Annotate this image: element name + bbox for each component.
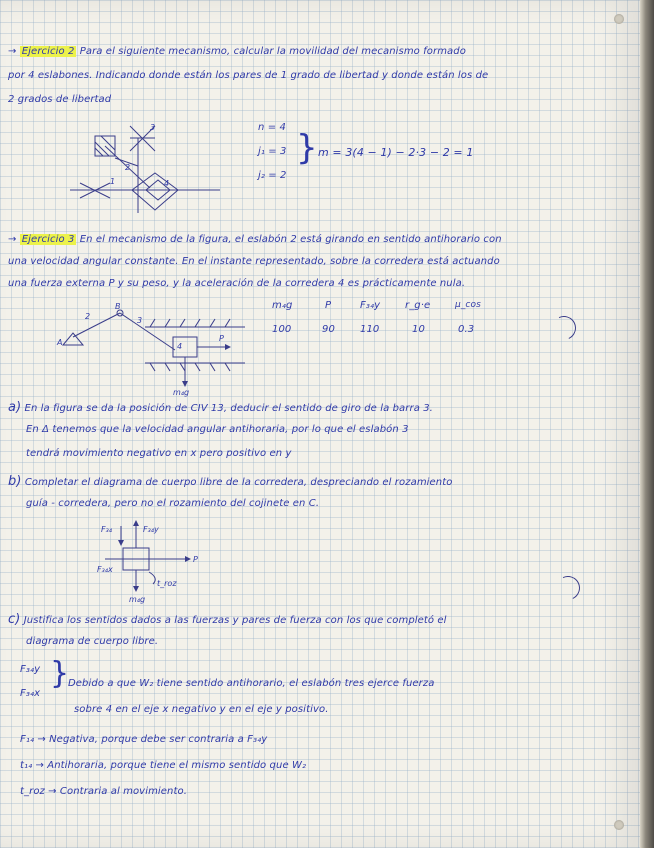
answer-line-5: t_roz → Contraria al movimiento. bbox=[20, 786, 187, 797]
part-c-letter: c) bbox=[8, 612, 21, 627]
label-f34x: F₃₄x bbox=[20, 688, 41, 699]
fig2-label-3: 3 bbox=[137, 316, 143, 325]
part-a-line-3: tendrá movimiento negativo en x pero positivo en y bbox=[26, 448, 292, 459]
table-header-f34y: F₃₄y bbox=[360, 300, 381, 311]
mechanism-sketch-2 bbox=[55, 302, 255, 397]
fig2-label-A: A bbox=[57, 338, 63, 347]
exercise-2-tag: Ejercicio 2 bbox=[21, 46, 75, 57]
eq-mobility: m = 3(4 − 1) − 2·3 − 2 = 1 bbox=[318, 146, 474, 159]
answer-line-1: Debido a que W₂ tiene sentido antihorario, el eslabón tres ejerce fuerza bbox=[68, 678, 435, 689]
part-a-line-1 bbox=[8, 400, 433, 415]
part-c-line-2: diagrama de cuerpo libre. bbox=[26, 636, 159, 647]
label-f34y: F₃₄y bbox=[20, 664, 41, 675]
table-header-rge: r_g·e bbox=[405, 300, 431, 311]
part-a-letter: a) bbox=[8, 400, 22, 415]
eq-j2: j₂ = 2 bbox=[258, 170, 287, 181]
part-c-question: Justifica los sentidos dados a las fuerzas y pares de fuerza con los que completó el bbox=[23, 615, 447, 626]
page-edge bbox=[640, 0, 654, 848]
exercise-3-line-3: una fuerza externa P y su peso, y la aceleración de la corredera 4 es prácticamente nula. bbox=[8, 278, 466, 289]
table-value-mu: 0.3 bbox=[458, 324, 475, 335]
fig1-label-4: 4 bbox=[164, 179, 170, 188]
table-header-mu: μ_cos bbox=[455, 300, 481, 310]
part-a-line-2: En Δ tenemos que la velocidad angular antihoraria, por lo que el eslabón 3 bbox=[26, 424, 409, 435]
fig1-label-1: 1 bbox=[110, 177, 116, 186]
eq-n: n = 4 bbox=[258, 122, 286, 133]
table-value-P: 90 bbox=[322, 324, 335, 335]
fbd-label-f34y: F₃₄y bbox=[143, 525, 159, 534]
check-mark-icon bbox=[549, 313, 580, 344]
fbd-label-troz: t_roz bbox=[157, 579, 177, 588]
arrow-icon: → bbox=[8, 46, 17, 57]
fig2-label-m4g: m₄g bbox=[173, 388, 190, 397]
fig2-label-4: 4 bbox=[177, 342, 183, 351]
exercise-3-line-1 bbox=[8, 234, 502, 245]
check-mark-icon bbox=[553, 573, 584, 604]
answer-line-2: sobre 4 en el eje x negativo y en el eje y positivo. bbox=[74, 704, 329, 715]
free-body-diagram bbox=[95, 520, 215, 605]
exercise-3-line-2: una velocidad angular constante. En el instante representado, sobre la corredera está actuando bbox=[8, 256, 500, 267]
arrow-icon: → bbox=[8, 234, 17, 245]
brace-icon: } bbox=[296, 128, 318, 168]
eq-j1: j₁ = 3 bbox=[258, 146, 287, 157]
exercise-3-statement: En el mecanismo de la figura, el eslabón 2 está girando en sentido antihorario con bbox=[79, 234, 502, 245]
part-b-letter: b) bbox=[8, 474, 22, 489]
binder-hole bbox=[614, 14, 624, 24]
fig2-label-2: 2 bbox=[85, 312, 91, 321]
exercise-3-tag: Ejercicio 3 bbox=[21, 234, 75, 245]
part-b-line-2: guía - corredera, pero no el rozamiento del cojinete en C. bbox=[26, 498, 320, 509]
exercise-2-line-2: por 4 eslabones. Indicando donde están los pares de 1 grado de libertad y donde están los de bbox=[8, 70, 489, 81]
binder-hole bbox=[614, 820, 624, 830]
fbd-label-f34: F₃₄ bbox=[101, 525, 113, 534]
exercise-2-statement: Para el siguiente mecanismo, calcular la movilidad del mecanismo formado bbox=[79, 46, 466, 57]
part-b-line-1 bbox=[8, 474, 452, 489]
table-value-m4g: 100 bbox=[272, 324, 292, 335]
fig2-label-B: B bbox=[115, 302, 121, 311]
table-header-P: P bbox=[325, 300, 332, 311]
fbd-label-m4g: m₄g bbox=[129, 595, 146, 604]
table-value-f34y: 110 bbox=[360, 324, 380, 335]
answer-line-3: F₁₄ → Negativa, porque debe ser contraria a F₃₄y bbox=[20, 734, 268, 745]
table-header-m4g: m₄g bbox=[272, 300, 293, 311]
fig2-label-P: P bbox=[219, 334, 224, 343]
fig1-label-3: 3 bbox=[150, 123, 156, 132]
fbd-label-f34x: F₃₄x bbox=[97, 565, 113, 574]
part-b-question: Completar el diagrama de cuerpo libre de la corredera, despreciando el rozamiento bbox=[24, 477, 453, 488]
exercise-2-line-1 bbox=[8, 46, 466, 57]
answer-line-4: t₁₄ → Antihoraria, porque tiene el mismo sentido que W₂ bbox=[20, 760, 307, 771]
table-value-rge: 10 bbox=[412, 324, 425, 335]
mechanism-sketch-1 bbox=[70, 118, 230, 218]
fig1-label-2: 2 bbox=[125, 163, 131, 172]
part-c-line-1 bbox=[8, 612, 447, 627]
fbd-label-P: P bbox=[193, 555, 198, 564]
part-a-question: En la figura se da la posición de CIV 13, deducir el sentido de giro de la barra 3. bbox=[24, 403, 433, 414]
exercise-2-line-3: 2 grados de libertad bbox=[8, 94, 112, 105]
brace-icon: } bbox=[50, 656, 70, 691]
